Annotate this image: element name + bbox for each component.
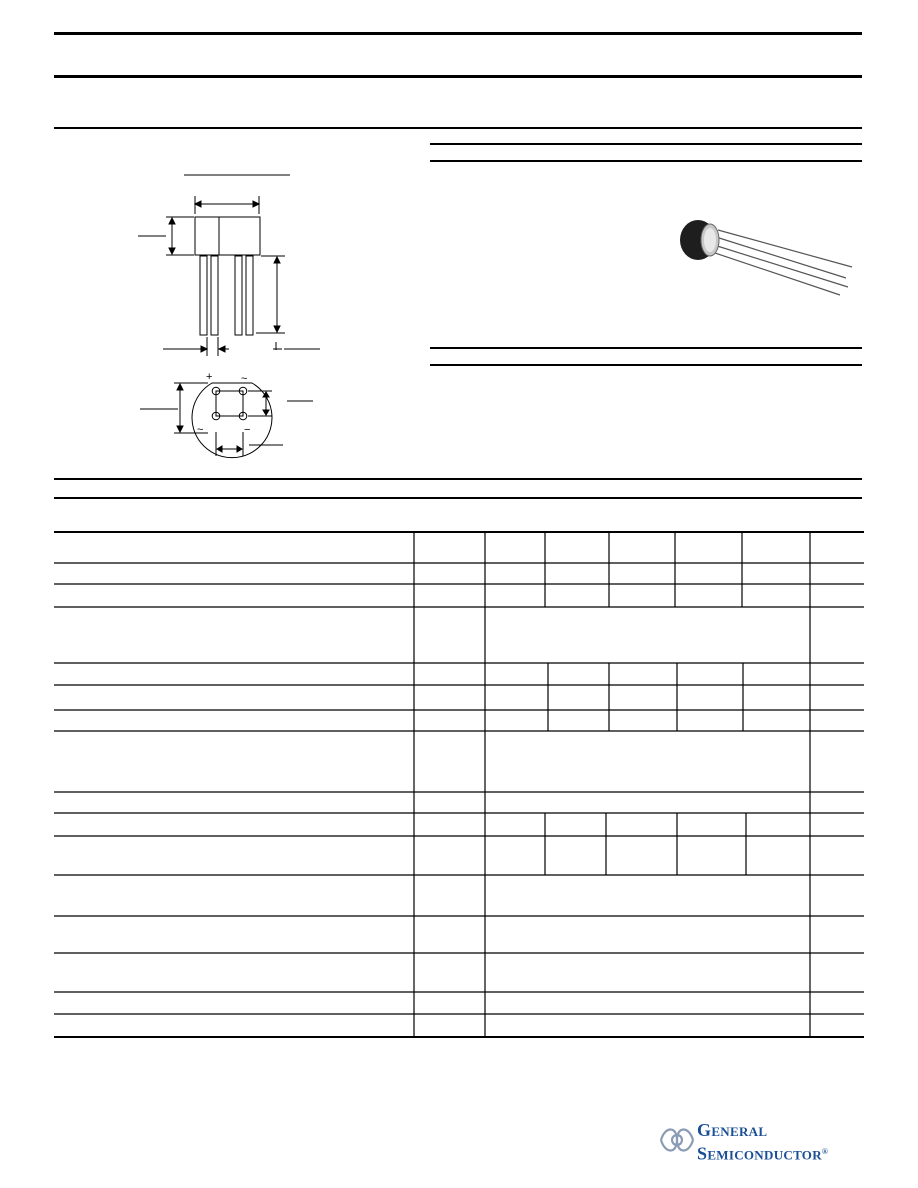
- lead-4: [246, 256, 253, 335]
- lead-3: [235, 256, 242, 335]
- lead-1: [200, 256, 207, 335]
- ratings-rule-bottom: [54, 497, 862, 499]
- logo-mark-icon: [655, 1118, 699, 1164]
- logo-wordmark: GENERAL SEMICONDUCTOR®: [697, 1120, 829, 1164]
- polarity-ac-top: ~: [241, 373, 248, 385]
- polarity-ac-bottom: ~: [197, 424, 204, 436]
- polarity-minus: −: [244, 424, 251, 436]
- bottom-view-outline: [192, 383, 272, 458]
- registered-mark: ®: [821, 1147, 829, 1156]
- polarity-plus: +: [206, 371, 213, 383]
- lead-2: [211, 256, 218, 335]
- company-logo: [655, 1118, 865, 1164]
- ratings-table: [54, 530, 866, 1042]
- package-body: [195, 217, 260, 255]
- product-photo: [668, 205, 858, 305]
